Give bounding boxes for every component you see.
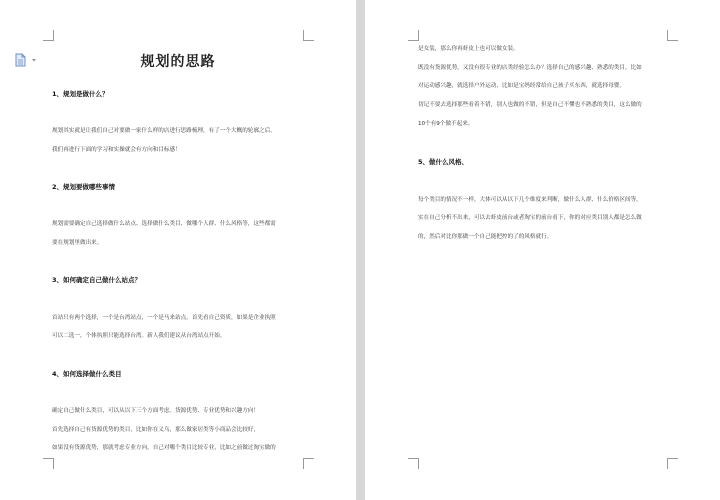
- margin-mark-bottom-left: [408, 458, 419, 469]
- document-title: 规划的思路: [140, 54, 216, 70]
- margin-mark-bottom-right: [667, 458, 678, 469]
- paragraph-line: 我们再进行下面的学习和实操就会有方向和目标感！: [52, 147, 181, 153]
- paragraph-line: 可以二选一，个体执照只能选择台湾。新人我们建议从台湾站点开始。: [52, 333, 226, 339]
- heading-2: 2、规划要做哪些事情: [52, 183, 116, 191]
- paragraph-line: 每个类目的情况不一样，大体可以从以下几个维度来判断，做什么人群、什么价格区间等，: [418, 197, 642, 203]
- heading-4: 4、如何选择做什么类目: [52, 370, 122, 378]
- margin-mark-bottom-left: [43, 458, 54, 469]
- margin-mark-top-left: [408, 30, 419, 41]
- paragraph-line: 是女装，那么你再虾皮上也可以做女装。: [418, 46, 519, 52]
- paragraph-line: 确定自己做什么类目，可以从以下三个方面考虑。货源优势、专业优势和兴趣方向！: [52, 408, 259, 414]
- heading-5: 5、做什么风格、: [418, 158, 469, 166]
- paragraph-line: 对运动感兴趣，就选择户外运动，比如是宝妈经常给自己孩子买东西，就选择母婴。: [418, 83, 625, 89]
- heading-1: 1、规划是做什么？: [52, 90, 109, 98]
- paragraph-line: 切记不要去选择那些看着不错，别人也做的不错，但是自己不懂也不熟悉的类目，这么做的: [418, 102, 642, 108]
- paragraph-line: 10个有9个做不起来。: [418, 121, 474, 127]
- paragraph-line: 首先选择自己有货源优势的类目，比如你在义乌，那么做家居类等小商品会比较好，: [52, 427, 259, 433]
- document-page-1: [0, 0, 356, 500]
- paragraph-line: 实在自己分析不出来，可以去虾皮前台或者淘宝的前台看下，你的对应类目别人都是怎么做: [418, 215, 642, 221]
- paragraph-line: 规划其实就是让我们自己对要做一家什么样的店进行思路梳理，有了一个大概的轮廓之后，: [52, 128, 276, 134]
- paragraph-line: 的，然后对比你那做一个自己能把控的了的风格就行。: [418, 234, 553, 240]
- margin-mark-top-right: [303, 30, 314, 41]
- document-page-2: [365, 0, 720, 500]
- paragraph-line: 如果没有货源优势，那就考虑专业方向，自己对哪个类目比较专业，比如之前做过淘宝做的: [52, 445, 276, 451]
- paragraph-line: 规划需要确定自己选择做什么站点、选择做什么类目、做哪个人群、什么风格等，这些都需: [52, 221, 276, 227]
- margin-mark-top-right: [667, 30, 678, 41]
- margin-mark-top-left: [43, 30, 54, 41]
- margin-mark-bottom-right: [303, 458, 314, 469]
- paragraph-line: 首站只有两个选择，一个是台湾站点，一个是马来站点。首先看自己资质，如果是企业执照: [52, 315, 276, 321]
- paragraph-line: 要在规划里做出来。: [52, 240, 103, 246]
- paragraph-line: 既没有货源优势，又没有很专业的店类经验怎么办？选择自己的感兴趣、熟悉的类目，比如: [418, 65, 642, 71]
- heading-3: 3、如何确定自己做什么站点？: [52, 276, 142, 284]
- page-gap: [356, 0, 365, 500]
